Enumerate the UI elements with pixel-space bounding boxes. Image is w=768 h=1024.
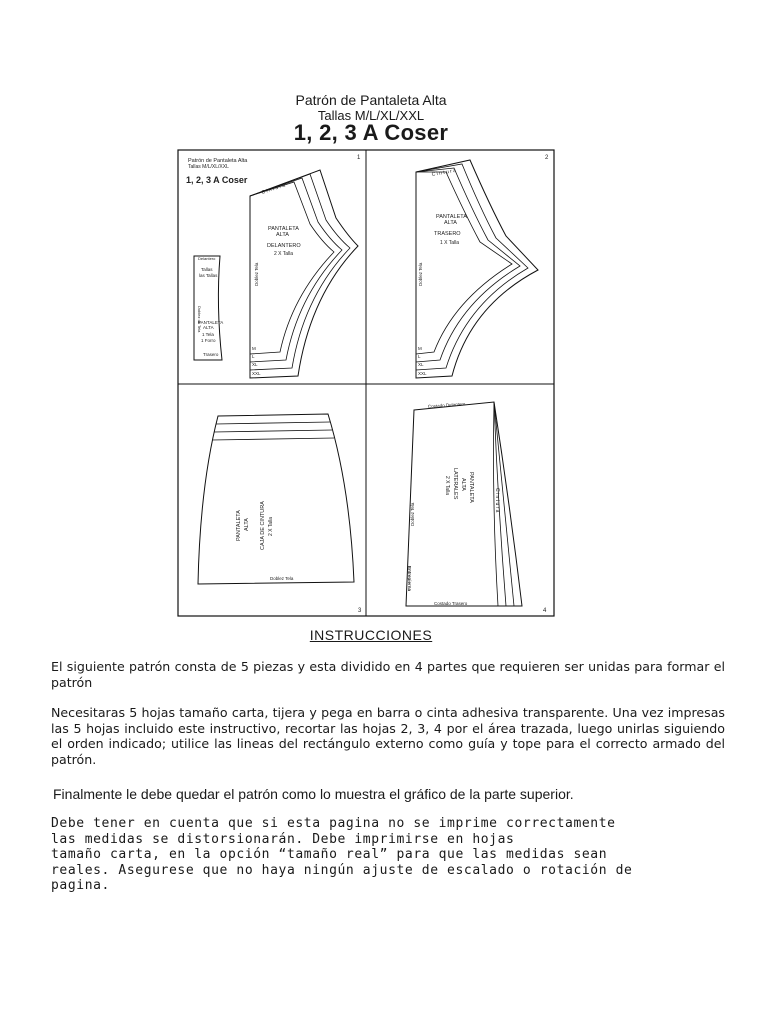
lateral-label-1: PANTALETA	[468, 472, 474, 503]
quadrant-number-3: 3	[358, 608, 362, 614]
gusset-label-1: Tallas	[201, 267, 213, 272]
waist-label-4: 2 X Talla	[268, 516, 274, 536]
back-label-2: ALTA	[444, 220, 457, 226]
instructions-paragraph-4: Debe tener en cuenta que si esta pagina no se imprime correctamente las medidas se distorsionarán. Debe imprimirse en hojas tamaño carta, en la opción “tamaño real” para que las medidas sean reales. Asegurese que no haya ningún ajuste de escalado o rotación de pagina.	[51, 816, 633, 893]
pattern-subtitle: 1, 2, 3 A Coser	[293, 120, 449, 145]
instructions-title: INSTRUCCIONES	[309, 627, 433, 643]
quadrant-number-1: 1	[357, 155, 361, 161]
gusset-label-3: PANTALETA	[198, 320, 224, 325]
waist-bottom: Doblez Tela	[270, 576, 294, 581]
front-label-1: PANTALETA	[268, 226, 299, 232]
front-size-xxl: XXL	[252, 371, 261, 376]
lateral-cintura: C i n t u r a	[494, 488, 500, 513]
gusset-side: Doblez de Tela	[197, 306, 202, 333]
waist-label-1: PANTALETA	[236, 510, 242, 541]
pattern-title: Patrón de Pantaleta Alta	[295, 92, 447, 108]
quadrant-number-2: 2	[545, 155, 549, 161]
quadrant-number-4: 4	[543, 608, 547, 614]
waistband-piece	[198, 414, 354, 584]
back-size-l: L	[418, 354, 421, 359]
back-cintura: C i n t u r a	[431, 167, 457, 178]
back-doblez: Doblez Tela	[418, 262, 423, 286]
front-size-m: M	[252, 346, 256, 351]
back-size-m: M	[418, 346, 422, 351]
mini-subtitle: 1, 2, 3 A Coser	[186, 175, 248, 185]
pattern-sizes: Tallas M/L/XL/XXL	[317, 108, 425, 123]
mini-title: Patrón de Pantaleta Alta	[188, 158, 248, 164]
front-size-xl: XL	[252, 362, 258, 367]
back-label-4: 1 X Talla	[440, 240, 460, 246]
instructions-paragraph-3: Finalmente le debe quedar el patrón como lo muestra el gráfico de la parte superior.	[53, 786, 574, 802]
front-size-l: L	[252, 354, 255, 359]
waist-label-3: CAJA DE CINTURA	[260, 501, 266, 550]
gusset-top: Delantero	[198, 256, 216, 261]
lateral-top: Costado Delantero	[427, 401, 466, 409]
front-piece	[250, 170, 358, 378]
instructions-paragraph-1: El siguiente patrón consta de 5 piezas y esta dividido en 4 partes que requieren ser unidas para formar el patrón	[51, 659, 725, 690]
gusset-label-6: 1 Forro	[201, 338, 216, 343]
gusset-label-2: las Tallas	[199, 273, 218, 278]
gusset-label-5: 1 Tela	[202, 332, 214, 337]
lateral-bottom: Costado Trasero	[434, 601, 468, 606]
pattern-diagram	[170, 146, 558, 620]
front-label-3: DELANTERO	[267, 243, 301, 249]
front-label-2: ALTA	[276, 232, 289, 238]
instructions-paragraph-2: Necesitaras 5 hojas tamaño carta, tijera y pega en barra o cinta adhesiva transparente. Una vez impresas las 5 hojas incluido este instructivo, recortar las hojas 2, 3, 4 por el área trazada, luego unirlas siguiendo el orden indicado; utilice las lineas del rectángulo externo como guía y tope para el correcto armado del patrón.	[51, 705, 725, 767]
back-size-xxl: XXL	[418, 371, 427, 376]
gusset-bottom: Trasero	[203, 352, 219, 357]
gusset-label-4: ALTA	[203, 325, 214, 330]
waist-label-2: ALTA	[244, 518, 250, 531]
back-label-3: TRASERO	[434, 231, 461, 237]
back-piece	[416, 160, 538, 378]
back-label-1: PANTALETA	[436, 214, 467, 220]
front-cintura: C i n t u r a	[260, 182, 286, 196]
lateral-label-3: LATERALES	[452, 468, 458, 500]
front-doblez: Doblez Tela	[254, 262, 259, 286]
lateral-label-4: 2 X Talla	[444, 476, 450, 496]
lateral-label-2: ALTA	[460, 478, 466, 491]
lateral-doblez: Doblez Tela	[410, 502, 415, 526]
lateral-piece	[406, 402, 522, 606]
mini-sizes: Tallas M/L/XL/XXL	[188, 164, 229, 170]
lateral-entrepierna: Entrepierna	[407, 566, 412, 592]
front-label-4: 2 X Talla	[274, 251, 294, 257]
back-size-xl: XL	[418, 362, 424, 367]
